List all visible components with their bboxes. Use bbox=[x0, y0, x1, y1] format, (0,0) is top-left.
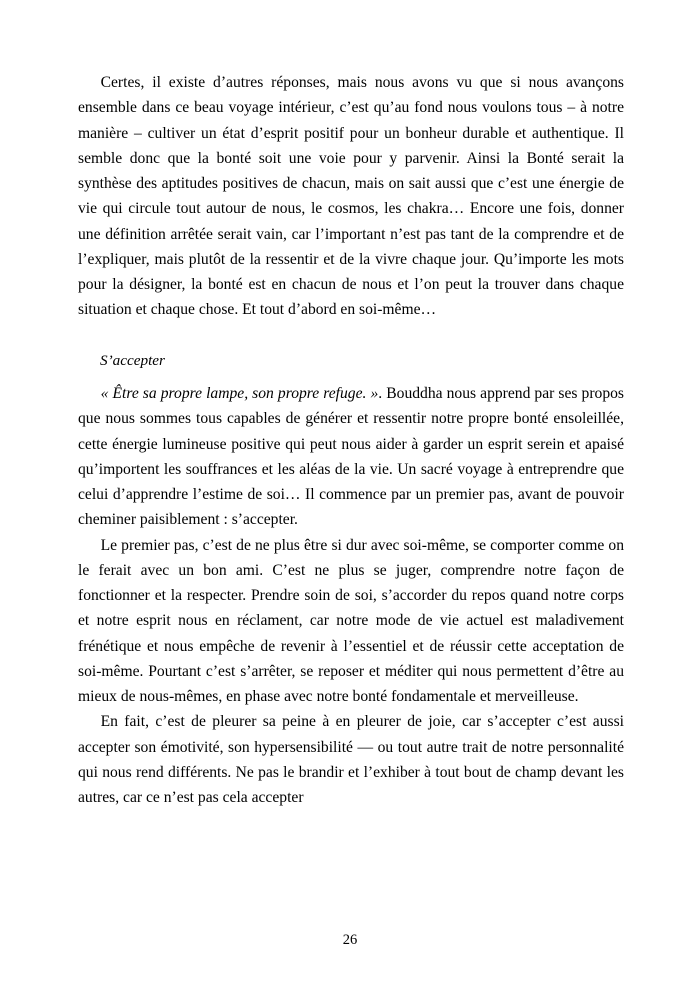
quote-lead-text: « Être sa propre lampe, son propre refuge. » bbox=[100, 385, 379, 403]
paragraph-3: Le premier pas, c’est de ne plus être si dur avec soi-même, se comporter comme on le ferait avec un bon ami. C’est ne plus se juger, comprendre notre façon de fonctionner et la respecter. Prendre soin de soi, s’accorder du repos quand notre corps et notre esprit nous en réclament, car notre mode de vie actuel est maladivement frénétique et nous empêche de revenir à l’essentiel et de réussir cette acceptation de soi-même. Pourtant c’est s’arrêter, se reposer et méditer qui nous permettent d’être au mieux de nous-mêmes, en phase avec notre bonté fondamentale et merveilleuse. bbox=[78, 536, 624, 706]
section-subheading: S’accepter bbox=[100, 351, 165, 369]
paragraph-4: En fait, c’est de pleurer sa peine à en pleurer de joie, car s’accepter c’est aussi accepter son émotivité, son hypersensibilité — ou tout autre trait de notre personnalité qui nous rend différents. Ne pas le brandir et l’exhiber à tout bout de champ devant les autres, car ce n’est pas cela accepter bbox=[78, 713, 624, 807]
paragraph-1: Certes, il existe d’autres réponses, mais nous avons vu que si nous avançons ensemble dans ce beau voyage intérieur, c’est qu’au fond nous voulons tous – à notre manière – cultiver un état d’esprit positif pour un bonheur durable et authentique. Il semble donc que la bonté soit une voie pour y parvenir. Ainsi la Bonté serait la synthèse des aptitudes positives de chacun, mais on sait aussi que c’est une énergie de vie qui circule tout autour de nous, le cosmos, les chakra… Encore une fois, donner une définition arrêtée serait vain, car l’important n’est pas tant de la comprendre et de l’expliquer, mais plutôt de la ressentir et de la vivre chaque jour. Qu’importe les mots pour la désigner, la bonté est en chacun de nous et l’on peut la trouver dans chaque situation et chaque chose. Et tout d’abord en soi-même… bbox=[78, 74, 624, 319]
paragraph-2 bbox=[78, 381, 624, 533]
section-spacer bbox=[78, 323, 624, 349]
page-number: 26 bbox=[342, 932, 358, 948]
page-text-column bbox=[78, 70, 624, 810]
paragraph-2-text: . Bouddha nous apprend par ses propos que nous sommes tous capables de générer et ressentir notre propre bonté ensoleillée, cette énergie lumineuse positive qui peut nous aider à garder un esprit serein et apaisé qu’importent les souffrances et les aléas de la vie. Un sacré voyage à entreprendre que celui d’apprendre l’estime de soi… Il commence par un premier pas, avant de pouvoir cheminer paisiblement : s’accepter. bbox=[78, 385, 624, 529]
subheading-spacer bbox=[78, 373, 624, 381]
